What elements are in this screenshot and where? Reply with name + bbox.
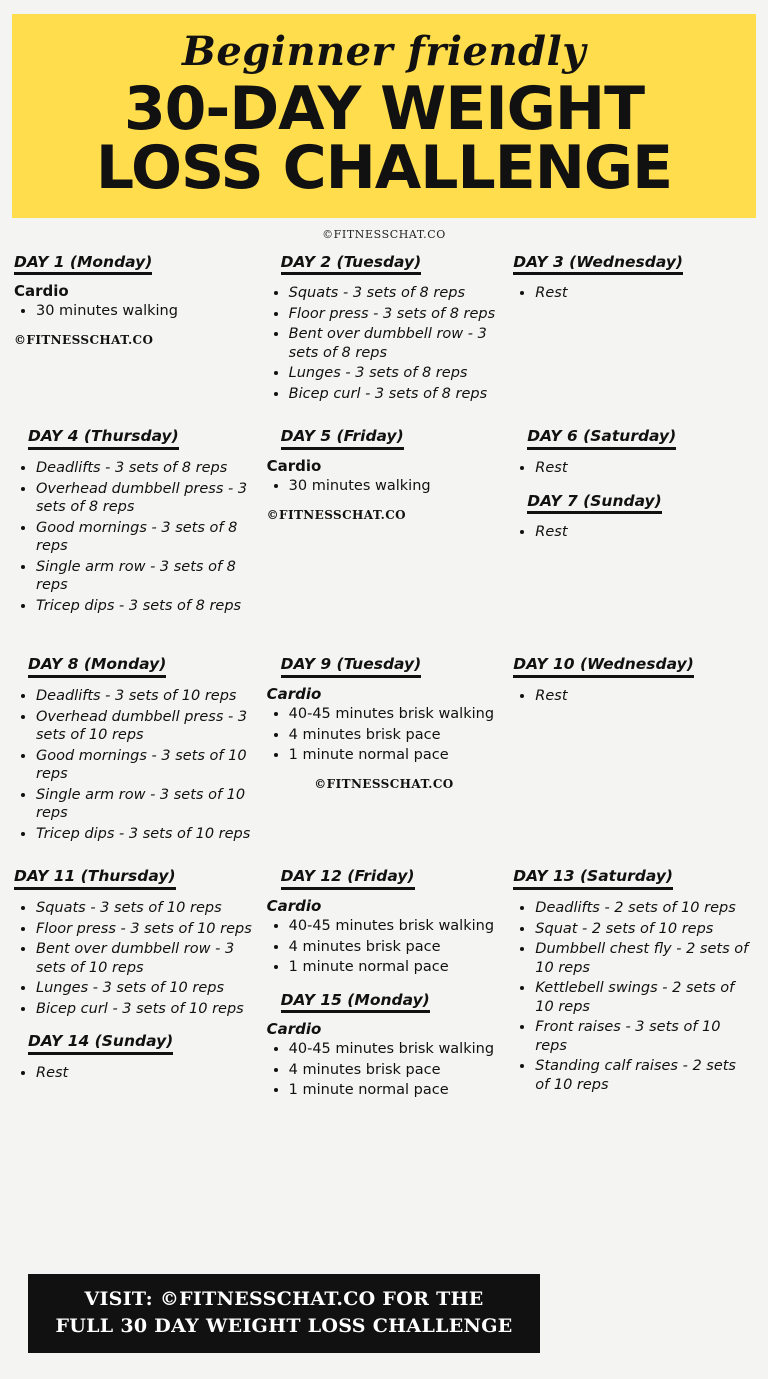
list-item: • Bicep curl - 3 sets of 10 reps bbox=[36, 1000, 255, 1019]
list-item: • 4 minutes brisk pace bbox=[289, 938, 502, 957]
day-column-4 bbox=[14, 421, 261, 623]
list-item: • Tricep dips - 3 sets of 8 reps bbox=[36, 597, 255, 616]
list-item: • Good mornings - 3 sets of 10 reps bbox=[36, 747, 255, 784]
header-title-line1: 30-DAY WEIGHT bbox=[123, 74, 645, 144]
day-4-title: DAY 4 (Thursday) bbox=[28, 427, 179, 450]
list-item: • Bent over dumbbell row - 3 sets of 8 reps bbox=[289, 325, 502, 362]
list-item: • 40-45 minutes brisk walking bbox=[289, 1040, 502, 1059]
day-11-list bbox=[14, 899, 255, 1018]
day-block-6 bbox=[513, 421, 754, 477]
day-block-5 bbox=[267, 421, 502, 495]
day-column-3 bbox=[507, 247, 754, 311]
credit-c: ©FITNESSCHAT.CO bbox=[314, 776, 454, 791]
day-4-list bbox=[14, 459, 255, 615]
day-block-12 bbox=[267, 861, 502, 976]
day-9-subhead: Cardio bbox=[266, 685, 322, 704]
day-12-title: DAY 12 (Friday) bbox=[281, 867, 415, 890]
header-script-line: Beginner friendly bbox=[182, 28, 586, 75]
list-item: • Rest bbox=[535, 687, 754, 706]
day-11-title: DAY 11 (Thursday) bbox=[14, 867, 176, 890]
day-column-8 bbox=[14, 649, 261, 851]
day-row-4 bbox=[14, 861, 754, 1107]
day-5-title: DAY 5 (Friday) bbox=[281, 427, 404, 450]
day-2-list bbox=[267, 284, 502, 403]
day-block-14 bbox=[14, 1026, 255, 1082]
day-column-6-7 bbox=[507, 421, 754, 549]
header-credit: ©FITNESSCHAT.CO bbox=[322, 227, 446, 241]
day-column-2 bbox=[261, 247, 508, 412]
day-13-title: DAY 13 (Saturday) bbox=[513, 867, 673, 890]
day-1-subhead: Cardio bbox=[14, 282, 69, 301]
day-column-10 bbox=[507, 649, 754, 713]
day-row-1 bbox=[14, 247, 754, 412]
credit-a: ©FITNESSCHAT.CO bbox=[14, 332, 154, 347]
list-item: • Deadlifts - 2 sets of 10 reps bbox=[535, 899, 754, 918]
list-item: • Lunges - 3 sets of 8 reps bbox=[289, 364, 502, 383]
day-2-title: DAY 2 (Tuesday) bbox=[281, 253, 422, 276]
footer-line-2: FULL 30 DAY WEIGHT LOSS CHALLENGE bbox=[55, 1315, 513, 1338]
day-row-3 bbox=[14, 649, 754, 851]
day-9-title: DAY 9 (Tuesday) bbox=[281, 655, 422, 678]
list-item: • Rest bbox=[535, 523, 754, 542]
day-7-list bbox=[513, 523, 754, 542]
day-14-list bbox=[14, 1064, 255, 1083]
day-6-title: DAY 6 (Saturday) bbox=[527, 427, 676, 450]
day-block-11 bbox=[14, 861, 255, 1018]
day-13-list bbox=[513, 899, 754, 1094]
day-column-12-15 bbox=[261, 861, 508, 1107]
day-block-10 bbox=[513, 649, 754, 705]
day-8-title: DAY 8 (Monday) bbox=[28, 655, 166, 678]
list-item: • Rest bbox=[36, 1064, 255, 1083]
day-3-list bbox=[513, 284, 754, 303]
list-item: • Bent over dumbbell row - 3 sets of 10 reps bbox=[36, 940, 255, 977]
day-column-9 bbox=[261, 649, 508, 794]
day-column-5 bbox=[261, 421, 508, 525]
day-row-2 bbox=[14, 421, 754, 623]
day-3-title: DAY 3 (Wednesday) bbox=[513, 253, 683, 276]
day-block-9 bbox=[267, 649, 502, 764]
list-item: • 30 minutes walking bbox=[289, 477, 502, 496]
list-item: • Lunges - 3 sets of 10 reps bbox=[36, 979, 255, 998]
list-item: • 1 minute normal pace bbox=[289, 958, 502, 977]
list-item: • Dumbbell chest fly - 2 sets of 10 reps bbox=[535, 940, 754, 977]
credit-b: ©FITNESSCHAT.CO bbox=[266, 507, 406, 522]
day-1-title: DAY 1 (Monday) bbox=[14, 253, 152, 276]
day-block-15 bbox=[267, 985, 502, 1100]
list-item: • 1 minute normal pace bbox=[289, 746, 502, 765]
list-item: • Squat - 2 sets of 10 reps bbox=[535, 920, 754, 939]
day-block-13 bbox=[513, 861, 754, 1094]
list-item: • Floor press - 3 sets of 10 reps bbox=[36, 920, 255, 939]
day-9-list bbox=[267, 705, 502, 765]
list-item: • Bicep curl - 3 sets of 8 reps bbox=[289, 385, 502, 404]
list-item: • 30 minutes walking bbox=[36, 302, 255, 321]
day-5-subhead: Cardio bbox=[266, 457, 322, 476]
day-column-1 bbox=[14, 247, 261, 351]
day-block-1 bbox=[14, 247, 255, 321]
list-item: • Tricep dips - 3 sets of 10 reps bbox=[36, 825, 255, 844]
day-10-title: DAY 10 (Wednesday) bbox=[513, 655, 694, 678]
list-item: • Overhead dumbbell press - 3 sets of 10 reps bbox=[36, 708, 255, 745]
list-item: • 4 minutes brisk pace bbox=[289, 726, 502, 745]
day-15-subhead: Cardio bbox=[266, 1020, 322, 1039]
list-item: • Deadlifts - 3 sets of 10 reps bbox=[36, 687, 255, 706]
list-item: • 40-45 minutes brisk walking bbox=[289, 705, 502, 724]
list-item: • Overhead dumbbell press - 3 sets of 8 reps bbox=[36, 480, 255, 517]
day-14-title: DAY 14 (Sunday) bbox=[28, 1032, 173, 1055]
challenge-sheet bbox=[0, 247, 768, 1188]
day-6-list bbox=[513, 459, 754, 478]
list-item: • Squats - 3 sets of 8 reps bbox=[289, 284, 502, 303]
list-item: • Single arm row - 3 sets of 10 reps bbox=[36, 786, 255, 823]
day-15-title: DAY 15 (Monday) bbox=[281, 991, 430, 1014]
day-12-list bbox=[267, 917, 502, 977]
list-item: • 1 minute normal pace bbox=[289, 1081, 502, 1100]
day-block-7 bbox=[513, 486, 754, 542]
day-block-2 bbox=[267, 247, 502, 404]
list-item: • Floor press - 3 sets of 8 reps bbox=[289, 305, 502, 324]
day-15-list bbox=[267, 1040, 502, 1100]
list-item: • 4 minutes brisk pace bbox=[289, 1061, 502, 1080]
day-block-4 bbox=[14, 421, 255, 615]
day-5-list bbox=[267, 477, 502, 496]
list-item: • Deadlifts - 3 sets of 8 reps bbox=[36, 459, 255, 478]
list-item: • Front raises - 3 sets of 10 reps bbox=[535, 1018, 754, 1055]
header-title bbox=[22, 74, 746, 203]
day-1-list bbox=[14, 302, 255, 321]
day-10-list bbox=[513, 687, 754, 706]
day-12-subhead: Cardio bbox=[266, 897, 322, 915]
list-item: • Rest bbox=[535, 284, 754, 303]
day-7-title: DAY 7 (Sunday) bbox=[527, 492, 661, 515]
list-item: • Rest bbox=[535, 459, 754, 478]
day-column-11-14 bbox=[14, 861, 261, 1090]
day-block-8 bbox=[14, 649, 255, 843]
header-title-line2: LOSS CHALLENGE bbox=[95, 132, 673, 203]
list-item: • Squats - 3 sets of 10 reps bbox=[36, 899, 255, 918]
day-block-3 bbox=[513, 247, 754, 303]
list-item: • Kettlebell swings - 2 sets of 10 reps bbox=[535, 979, 754, 1016]
list-item: • Standing calf raises - 2 sets of 10 reps bbox=[535, 1057, 754, 1094]
header-banner bbox=[12, 14, 756, 218]
footer-line-1: VISIT: ©FITNESSCHAT.CO FOR THE bbox=[84, 1287, 484, 1310]
day-column-13 bbox=[507, 861, 754, 1102]
footer-banner bbox=[28, 1274, 540, 1353]
list-item: • 40-45 minutes brisk walking bbox=[289, 917, 502, 936]
list-item: • Single arm row - 3 sets of 8 reps bbox=[36, 558, 255, 595]
day-8-list bbox=[14, 687, 255, 843]
list-item: • Good mornings - 3 sets of 8 reps bbox=[36, 519, 255, 556]
